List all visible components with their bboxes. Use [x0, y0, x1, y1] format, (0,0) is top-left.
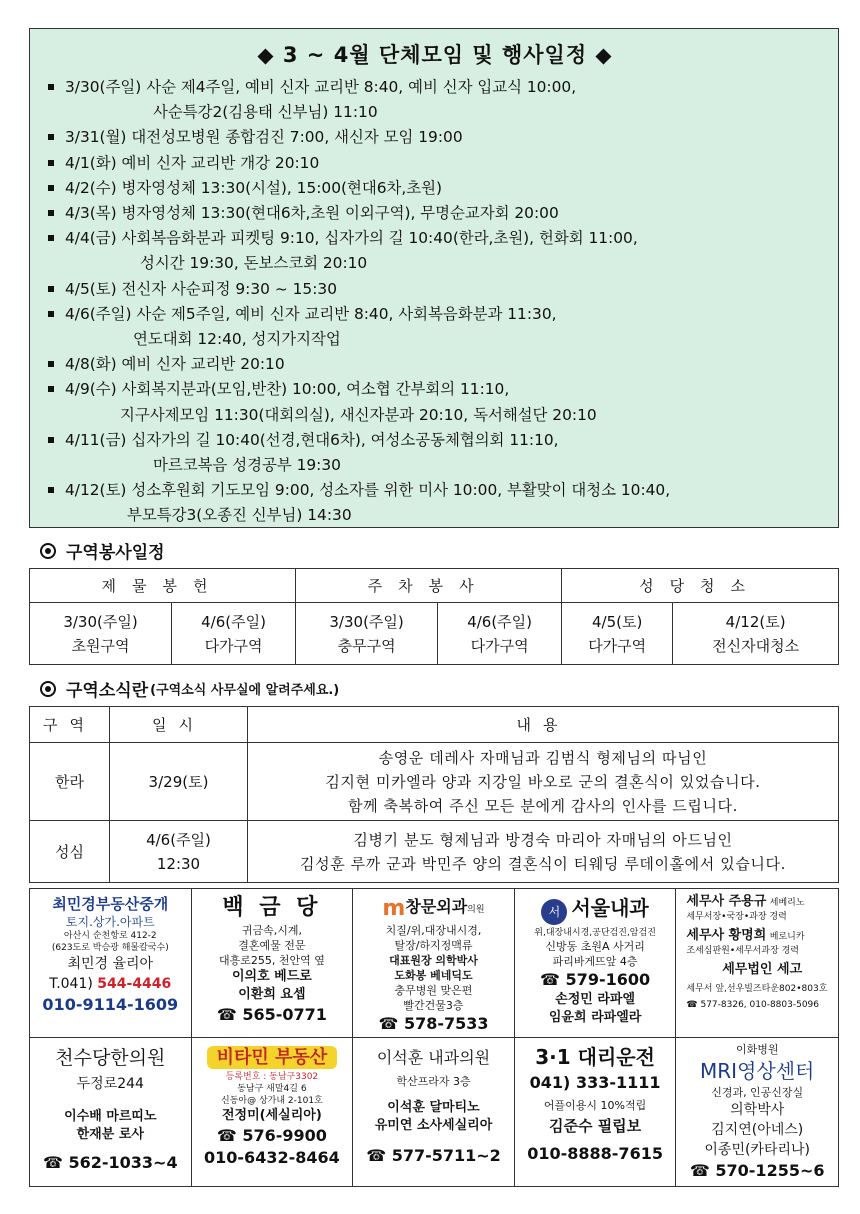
service-cell: 4/12(토) 전신자대청소: [673, 603, 839, 665]
ad-seoul-clinic: 서 서울내과 위,대장내시경,공단검진,암검진 신방동 초원A 사거리 파리바게뜨앞 4층 ☎ 579-1600 손정민 라파엘 임윤희 라파엘라: [515, 889, 677, 1038]
ad-vitamin-realestate: 비타민 부동산 등록번호 : 동남구3302 동남구 새말4길 6 신동아@ 상가내 2-101호 전정미(세실리아) ☎ 576-9900 010-6432-8464: [192, 1038, 354, 1187]
schedule-item: 4/4(금) 사회복음화분과 피켓팅 9:10, 십자가의 길 10:40(한라,초원), 헌화회 11:00, 성시간 19:30, 돈보스코회 20:10: [46, 226, 824, 276]
news-date: 4/6(주일) 12:30: [110, 821, 248, 883]
schedule-item: 4/9(수) 사회복지분과(모임,반찬) 10:00, 여소협 간부회의 11:10, 지구사제모임 11:30(대회의실), 새신자분과 20:10, 독서해설단 20:10: [46, 377, 824, 427]
ad-cheonsudang: 천수당한의원 두정로244 이수배 마르띠노 한재분 로사 ☎ 562-1033~4: [30, 1038, 192, 1187]
header-content: 내용: [248, 707, 839, 743]
news-row: [30, 821, 839, 883]
schedule-list: [46, 75, 824, 529]
service-section-heading: 구역봉사일정: [40, 538, 165, 563]
schedule-item: 4/8(화) 예비 신자 교리반 20:10: [46, 352, 824, 377]
schedule-item: 4/12(토) 성소후원회 기도모임 9:00, 성소자를 위한 미사 10:00, 부활맞이 대청소 10:40, 부모특강3(오종진 신부님) 14:30: [46, 478, 824, 528]
schedule-item: 3/30(주일) 사순 제4주일, 예비 신자 교리반 8:40, 예비 신자 입교식 10:00, 사순특강2(김용태 신부님) 11:10: [46, 75, 824, 125]
news-content: 김병기 분도 형제님과 방경숙 마리아 자매님의 아드님인 김성훈 루까 군과 박민주 양의 결혼식이 티웨딩 루데이홀에서 있습니다.: [248, 821, 839, 883]
header-area: 구역: [30, 707, 110, 743]
ad-changmun-clinic: m창문외과의원 치질/위,대장내시경, 탈장/하지정맥류 대표원장 의학박사 도화봉 베네딕도 충무병원 맞은편 빨간건물3층 ☎ 578-7533: [353, 889, 515, 1038]
schedule-item: 4/3(목) 병자영성체 13:30(현대6차,초원 이외구역), 무명순교자회 20:00: [46, 201, 824, 226]
ad-mri-center: 이화병원 MRI영상센터 신경과, 인공신장실 의학박사 김지연(아네스) 이종민(카타리나) ☎ 570-1255~6: [676, 1038, 838, 1187]
service-cell: 4/5(토) 다가구역: [562, 603, 673, 665]
schedule-item: 4/6(주일) 사순 제5주일, 예비 신자 교리반 8:40, 사회복음화분과 11:30, 연도대회 12:40, 성지가지작업: [46, 302, 824, 352]
schedule-title: ◆ 3 ~ 4월 단체모임 및 행사일정 ◆: [257, 43, 613, 67]
schedule-item: 4/5(토) 전신자 사순피정 9:30 ~ 15:30: [46, 277, 824, 302]
ad-tax-accountant: 세무사 주용규 세베리노 세무서장•국장•과장 경력 세무사 황명희 베로니카 조세심판원•세무서과장 경력 세무법인 세고 세무서 앞,선우빌즈타운802•803호 ☎ 577-8326, 010-8803-5096: [676, 889, 838, 1038]
area-news-table: [29, 706, 839, 883]
header-datetime: 일시: [110, 707, 248, 743]
service-cell: 3/30(주일) 초원구역: [30, 603, 172, 665]
schedule-item: 4/1(화) 예비 신자 교리반 개강 20:10: [46, 151, 824, 176]
news-date: 3/29(토): [110, 743, 248, 821]
news-section-heading: 구역소식란 (구역소식 사무실에 알려주세요.): [40, 676, 339, 701]
service-cell: 4/6(주일) 다가구역: [172, 603, 296, 665]
ads-grid: [29, 888, 839, 1187]
hospital-emblem-icon: 서: [541, 899, 567, 925]
ad-realestate-choi: 최민경부동산중개 토지.상가.아파트 아산시 순천항로 412-2 (623도로 박승광 해물칼국수) 최민경 율리아 T.041) 544-4446 010-9114-1609: [30, 889, 192, 1038]
ad-baekgeumdang: 백 금 당 귀금속,시계, 결혼예물 전문 대흥로255, 천안역 옆 이의호 베드로 이환희 요셉 ☎ 565-0771: [192, 889, 354, 1038]
header-parking: 주차봉사: [296, 569, 562, 603]
schedule-item: 4/2(수) 병자영성체 13:30(시설), 15:00(현대6차,초원): [46, 176, 824, 201]
service-cell: 3/30(주일) 충무구역: [296, 603, 438, 665]
schedule-item: 3/31(월) 대전성모병원 종합검진 7:00, 새신자 모임 19:00: [46, 125, 824, 150]
service-cell: 4/6(주일) 다가구역: [438, 603, 562, 665]
ad-driver-service: 3·1 대리운전 041) 333-1111 어플이용시 10%적립 김준수 필립보 010-8888-7615: [515, 1038, 677, 1187]
event-schedule-box: [29, 28, 839, 528]
news-content: 송영운 데레사 자매님과 김범식 형제님의 따님인 김지현 미카엘라 양과 지강일 바오로 군의 결혼식이 있었습니다. 함께 축복하여 주신 모든 분에게 감사의 인사를 드립니다.: [248, 743, 839, 821]
bullet-circle-icon: [40, 543, 56, 559]
schedule-item: 4/11(금) 십자가의 길 10:40(선경,현대6차), 여성소공동체협의회 11:10, 마르코복음 성경공부 19:30: [46, 428, 824, 478]
header-cleaning: 성당청소: [562, 569, 839, 603]
news-area: 성심: [30, 821, 110, 883]
news-area: 한라: [30, 743, 110, 821]
clinic-logo-icon: m: [382, 896, 406, 921]
hospital-brand: 이화병원: [735, 1042, 779, 1056]
header-offering: 제물봉헌: [30, 569, 296, 603]
service-schedule-table: [29, 568, 839, 665]
ad-leeseokhoon-clinic: 이석훈 내과의원 학산프라자 3층 이석훈 달마티노 유미연 소사세실리아 ☎ 577-5711~2: [353, 1038, 515, 1187]
news-row: [30, 743, 839, 821]
bullet-circle-icon: [40, 681, 56, 697]
